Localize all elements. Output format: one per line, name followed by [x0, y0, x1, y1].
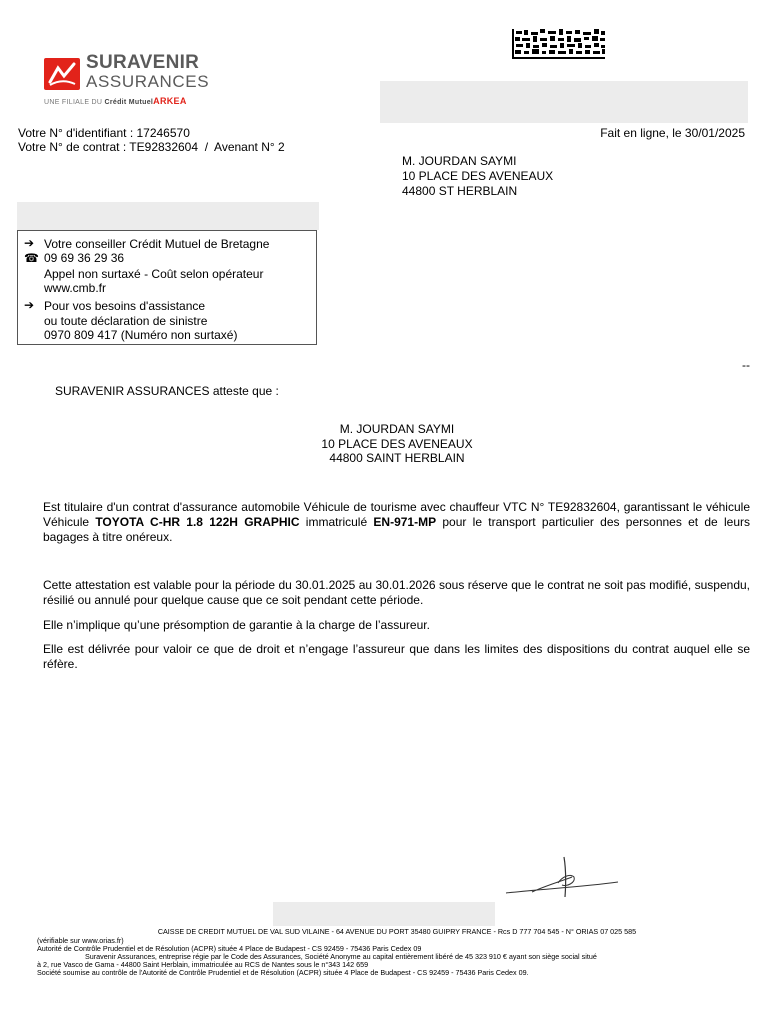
footer-grey-band [273, 902, 495, 926]
scope-paragraph: Elle est délivrée pour valoir ce que de droit et n’engage l’assureur que dans les limites des dispositions du contrat auquel elle se réfère. [43, 642, 750, 671]
insured-street: 10 PLACE DES AVENEAUX [321, 437, 473, 451]
footer-line6: Société soumise au contrôle de l'Autorité de Contrôle Prudentiel et de Résolution (ACPR) située 4 Place de Budapest - CS 92459 - 75436 Paris Cedex 09. [37, 968, 529, 977]
tagline-prefix: UNE FILIALE DU [44, 99, 103, 106]
p1-text-a: Est titulaire d'un contrat d'assurance automobile Véhicule de tourisme avec chauffeur VTC N° TE92832604, garantissant le véhicule Véhicule [43, 500, 750, 529]
identifiant-number: Votre N° d'identifiant : 17246570 [18, 126, 190, 140]
logo-brand: SURAVENIR [86, 52, 200, 73]
tagline-arkea: ARKEA [153, 96, 187, 106]
insured-name: M. JOURDAN SAYMI [339, 422, 455, 436]
recipient-street: 10 PLACE DES AVENEAUX [402, 169, 554, 183]
vehicle-model: TOYOTA C-HR 1.8 122H GRAPHIC [95, 515, 300, 529]
contact-grey-band [17, 202, 319, 230]
footer-line2: (vérifiable sur www.orias.fr) [37, 936, 124, 945]
contract-paragraph [43, 500, 750, 545]
p1-text-c: pour le transport particulier des personnes et de leurs bagages à titre onéreux. [43, 515, 751, 544]
header-grey-band [380, 81, 748, 123]
assistance-line1: Pour vos besoins d'assistance [44, 299, 206, 313]
footer-line5: à 2, rue Vasco de Gama - 44800 Saint Herblain, immatriculée au RCS de Nantes sous le n°343 142 659 [37, 960, 369, 969]
validity-paragraph: Cette attestation est valable pour la période du 30.01.2025 au 30.01.2026 sous réserve que le contrat ne soit pas modifié, suspendu, résilié ou annulé pour quelque cause que ce soit pendant cette période. [43, 578, 750, 607]
suravenir-logo-mark [44, 58, 80, 90]
logo-tagline [44, 96, 187, 106]
logo-brand-line2: ASSURANCES [86, 72, 210, 91]
p1-text-b: immatriculé [299, 515, 374, 529]
contact-box [17, 230, 317, 345]
contract-number: Votre N° de contrat : TE92832604 / Avenant N° 2 [18, 140, 285, 154]
presumption-paragraph: Elle n’implique qu’une présomption de garantie à la charge de l’assureur. [43, 618, 430, 632]
attest-intro: SURAVENIR ASSURANCES atteste que : [55, 384, 279, 398]
recipient-name: M. JOURDAN SAYMI [402, 154, 517, 168]
logo-swoosh-icon [44, 58, 80, 90]
datamatrix-barcode-icon [512, 29, 605, 59]
arrow-right-icon: ➔ [24, 236, 35, 250]
dashes-mark: -- [742, 358, 750, 372]
tagline-credit-mutuel: Crédit Mutuel [104, 99, 154, 106]
assistance-line2: ou toute déclaration de sinistre [44, 314, 208, 328]
insured-city: 44800 SAINT HERBLAIN [329, 451, 465, 465]
website-link[interactable]: www.cmb.fr [44, 281, 107, 295]
phone-note: Appel non surtaxé - Coût selon opérateur [44, 267, 264, 281]
plate-number: EN-971-MP [373, 515, 437, 529]
recipient-city: 44800 ST HERBLAIN [402, 184, 518, 198]
footer-line3: Autorité de Contrôle Prudentiel et de Résolution (ACPR) située 4 Place de Budapest - CS 92459 - 75436 Paris Cedex 09 [37, 944, 422, 953]
footer-line1: CAISSE DE CREDIT MUTUEL DE VAL SUD VILAINE - 64 AVENUE DU PORT 35480 GUIPRY FRANCE - Rcs D 777 704 545 - N° ORIAS 07 025 585 [157, 927, 637, 936]
assistance-phone: 0970 809 417 (Numéro non surtaxé) [44, 328, 238, 342]
signature-icon [502, 855, 620, 900]
footer-line4: Suravenir Assurances, entreprise régie par le Code des Assurances, Société Anonyme au capital entièrement libéré de 45 323 910 € ayant son siège social situé [85, 952, 597, 961]
arrow-right-icon: ➔ [24, 298, 35, 312]
advisor-phone: 09 69 36 29 36 [44, 251, 125, 265]
issue-date: Fait en ligne, le 30/01/2025 [600, 126, 745, 140]
phone-icon: ☎ [24, 251, 39, 265]
advisor-label: Votre conseiller Crédit Mutuel de Bretagne [44, 237, 270, 251]
